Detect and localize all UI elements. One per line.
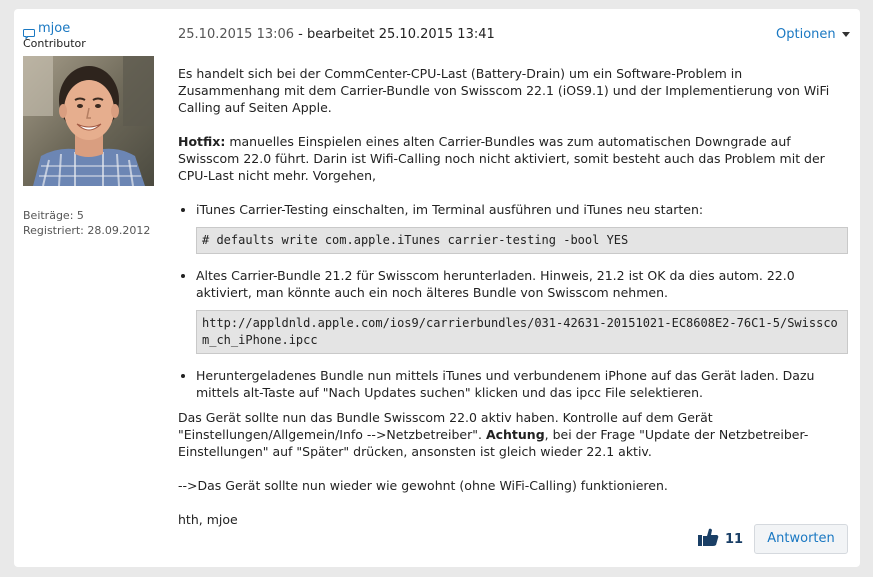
author-panel — [23, 21, 158, 237]
user-status-icon — [23, 24, 35, 34]
hotfix-paragraph — [178, 133, 848, 184]
steps-list — [178, 201, 848, 401]
code-block-url: http://appldnld.apple.com/ios9/carrierbundles/031-42631-20151021-EC8608E2-76C1-5/Swisscom_ch_iPhone.ipcc — [196, 310, 848, 354]
hotfix-text: manuelles Einspielen eines alten Carrier-Bundles was zum automatischen Downgrade auf Swisscom 22.0 führt. Darin ist Wifi-Calling noch nicht aktiviert, somit besteht auch das Problem mit der CPU-Last nicht mehr. Vorgehen, — [178, 134, 825, 183]
options-label: Optionen — [776, 27, 836, 42]
post-paragraph: -->Das Gerät sollte nun wieder wie gewohnt (ohne WiFi-Calling) funktionieren. — [178, 478, 668, 493]
author-stats — [23, 208, 150, 238]
step-text: Altes Carrier-Bundle 21.2 für Swisscom herunterladen. Hinweis, 21.2 ist OK da dies autom. 22.0 aktiviert, man könnte auch ein noch älteres Bundle von Swisscom nehmen. — [196, 268, 795, 300]
avatar[interactable] — [23, 56, 154, 186]
chevron-down-icon — [842, 32, 850, 37]
post-edited: - bearbeitet 25.10.2015 13:41 — [298, 27, 495, 42]
paragraph-text: , bei der Frage "Update der Netzbetreiber-Einstellungen" auf "Später" drücken, ansonsten ist gleich wieder 22.1 aktiv. — [178, 427, 809, 459]
kudos-count: 11 — [725, 531, 744, 547]
author-name-row — [23, 22, 158, 36]
post-body — [178, 65, 848, 545]
post-paragraph — [178, 409, 848, 460]
post-meta — [178, 27, 495, 42]
post-paragraph: Es handelt sich bei der CommCenter-CPU-Last (Battery-Drain) um ein Software-Problem in Zusammenhang mit dem Carrier-Bundle von Swisscom 22.1 (iOS9.1) und der Implementierung von WiFi Calling auf Seiten Apple. — [178, 66, 830, 115]
author-registered-date: Registriert: 28.09.2012 — [23, 224, 151, 237]
hotfix-label: Hotfix: — [178, 134, 226, 149]
warning-label: Achtung — [485, 427, 545, 442]
step-text: iTunes Carrier-Testing einschalten, im Terminal ausführen und iTunes neu starten: — [196, 202, 704, 217]
post-card — [14, 9, 860, 567]
post-date: 25.10.2015 13:06 — [178, 27, 295, 42]
paragraph-text: Das Gerät sollte nun das Bundle Swisscom 22.0 aktiv haben. Kontrolle auf dem Gerät "Einstellungen/Allgemein/Info -->Netzbetreiber". — [178, 410, 713, 442]
author-role: Contributor — [23, 37, 86, 50]
thumbs-up-icon — [697, 527, 719, 551]
reply-button[interactable]: Antworten — [754, 524, 848, 554]
author-post-count: Beiträge: 5 — [23, 209, 84, 222]
options-menu-button[interactable] — [776, 27, 850, 42]
list-item — [196, 267, 848, 354]
list-item — [196, 367, 848, 401]
kudos-button[interactable] — [697, 527, 743, 551]
post-signature: hth, mjoe — [178, 512, 238, 527]
author-name-link[interactable]: mjoe — [38, 21, 71, 36]
list-item — [196, 201, 848, 254]
step-text: Heruntergeladenes Bundle nun mittels iTunes und verbundenem iPhone auf das Gerät laden. Dazu mittels alt-Taste auf "Nach Updates suchen" klicken und das ipcc File selektieren. — [196, 368, 815, 400]
code-block: # defaults write com.apple.iTunes carrier-testing -bool YES — [196, 227, 848, 254]
